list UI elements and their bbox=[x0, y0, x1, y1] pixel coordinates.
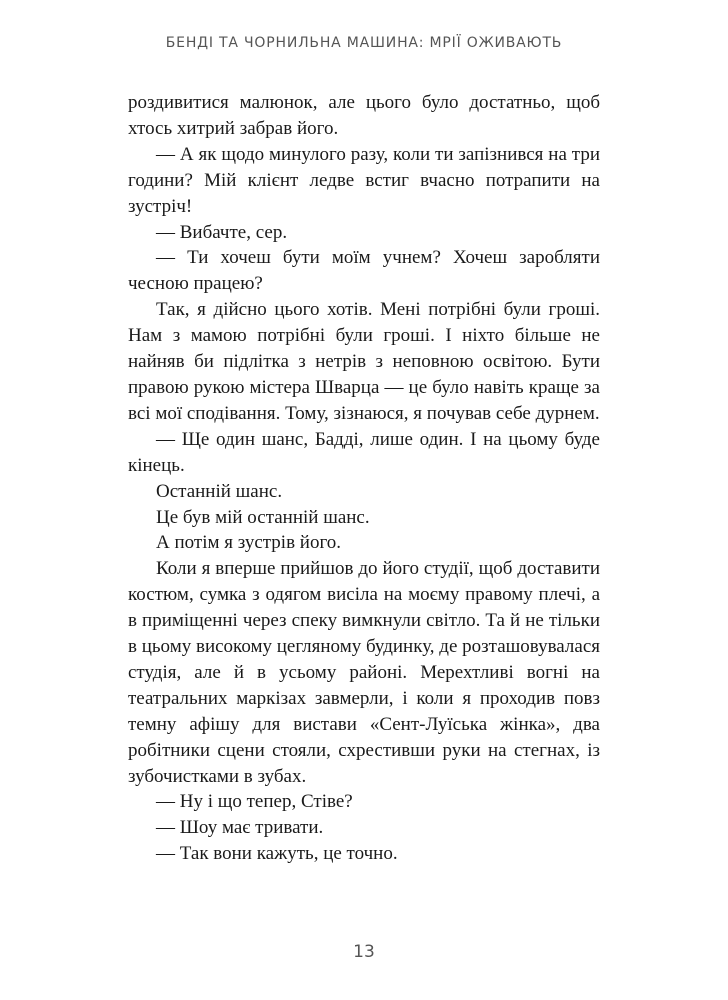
paragraph: Це був мій останній шанс. bbox=[156, 506, 370, 528]
paragraph: — Ти хочеш бути моїм учнем? Хочеш заробляти чесною працею? bbox=[128, 247, 600, 295]
paragraph: — Ще один шанс, Бадді, лише один. І на цьому буде кінець. bbox=[128, 428, 600, 476]
paragraph: — А як щодо минулого разу, коли ти запізнився на три години? Мій клієнт ледве встиг вчасно потрапити на зустріч! bbox=[128, 143, 600, 217]
paragraph: — Так вони кажуть, це точно. bbox=[156, 843, 398, 865]
running-header: БЕНДІ ТА ЧОРНИЛЬНА МАШИНА: МРІЇ ОЖИВАЮТЬ bbox=[165, 35, 563, 51]
paragraph: Останній шанс. bbox=[156, 480, 283, 502]
paragraph: А потім я зустрів його. bbox=[156, 532, 342, 554]
body-text bbox=[128, 90, 600, 867]
paragraph: — Шоу має тривати. bbox=[156, 817, 324, 839]
paragraph: Коли я вперше прийшов до його студії, щоб доставити костюм, сумка з одягом висіла на моєму правому плечі, а в приміщенні через спеку вимкнули світло. Та й не тільки в цьому високому цегляному будинку, де розташовувалася студія, але й в усьому районі. Мерехтливі вогні на театральних маркізах завмерли, і коли я проходив повз темну афішу для вистави «Сент-Луїська жінка», два робітники сцени стояли, схрестивши руки на стегнах, із зубочистками в зубах. bbox=[128, 558, 600, 787]
page-number: 13 bbox=[353, 942, 375, 962]
paragraph: роздивитися малюнок, але цього було достатньо, щоб хтось хитрий забрав його. bbox=[128, 92, 600, 139]
paragraph: Так, я дійсно цього хотів. Мені потрібні були гроші. Нам з мамою потрібні були гроші. І ніхто більше не найняв би підлітка з нетрів з неповною освітою. Бути правою рукою містера Шварца — це було навіть краще за всі мої сподівання. Тому, зізнаюся, я почував себе дурнем. bbox=[128, 299, 600, 424]
paragraph: — Ну і що тепер, Стіве? bbox=[156, 791, 353, 813]
paragraph: — Вибачте, сер. bbox=[156, 221, 288, 243]
